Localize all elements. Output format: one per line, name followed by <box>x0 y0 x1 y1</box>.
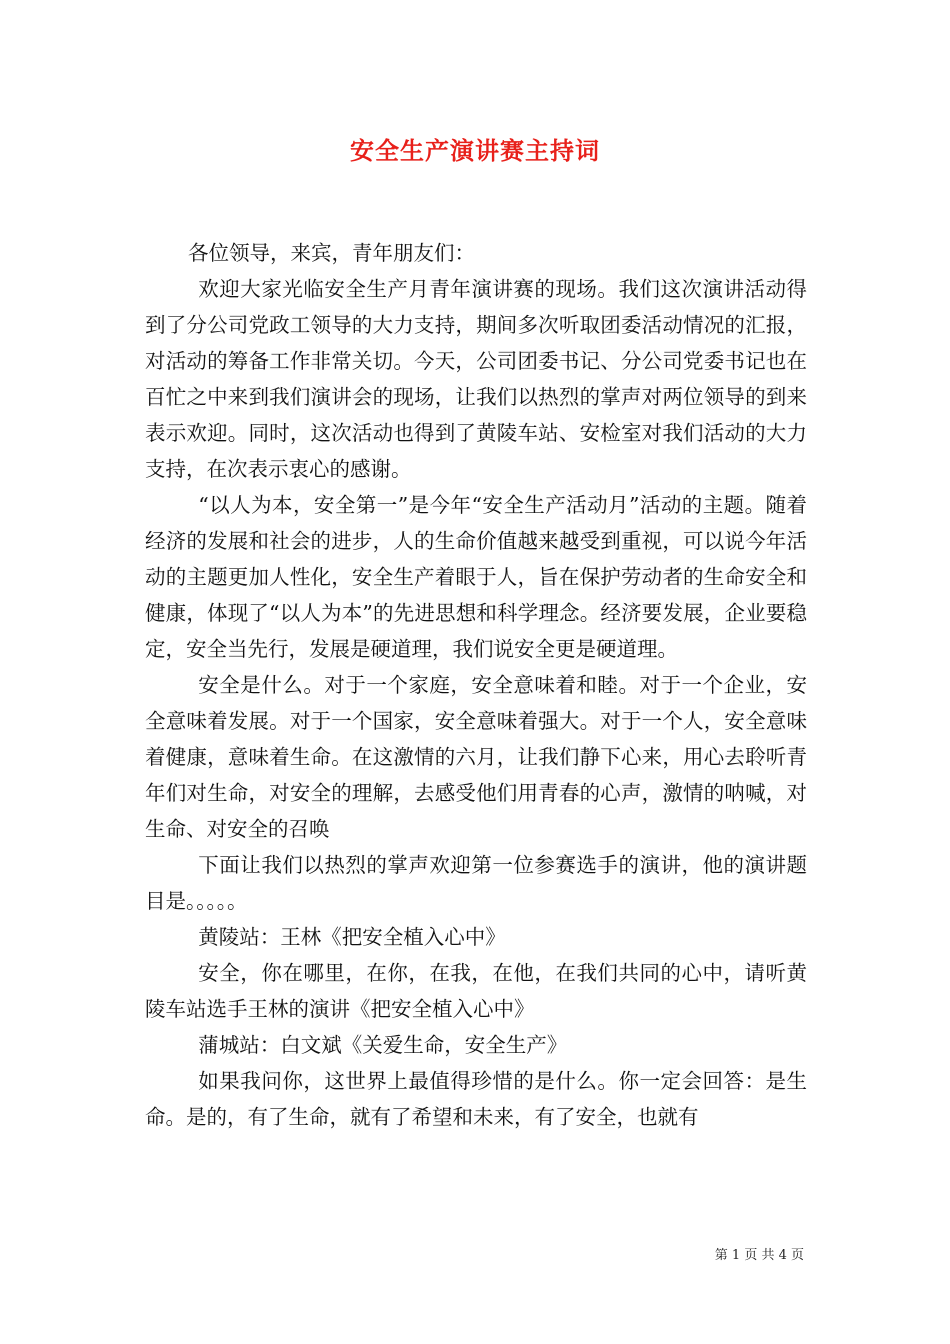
paragraph-what-is-safety: 安全是什么。对于一个家庭，安全意味着和睦。对于一个企业，安全意味着发展。对于一个国家，安全意味着强大。对于一个人，安全意味着健康，意味着生命。在这激情的六月，让我们静下心来，用心去聆听青年们对生命，对安全的理解，去感受他们用青春的心声，激情的呐喊，对生命、对安全的召唤 <box>145 673 807 841</box>
document-title: 安全生产演讲赛主持词 <box>350 136 600 165</box>
paragraph-speaker-2-intro: 如果我问你，这世界上最值得珍惜的是什么。你一定会回答：是生命。是的，有了生命，就有了希望和未来，有了安全，也就有 <box>145 1069 807 1129</box>
paragraph-speaker-1-intro: 安全，你在哪里，在你，在我，在他，在我们共同的心中，请听黄陵车站选手王林的演讲《把安全植入心中》 <box>145 961 807 1021</box>
paragraph-first-speaker-intro: 下面让我们以热烈的掌声欢迎第一位参赛选手的演讲，他的演讲题目是。。。。。 <box>145 853 807 913</box>
paragraph-greeting: 各位领导，来宾，青年朋友们： <box>188 241 476 265</box>
paragraph-speaker-1-heading: 黄陵站：王林《把安全植入心中》 <box>198 925 506 949</box>
page-number-footer: 第 1 页 共 4 页 <box>714 1248 804 1263</box>
paragraph-theme: “以人为本，安全第一”是今年“安全生产活动月”活动的主题。随着经济的发展和社会的进步，人的生命价值越来越受到重视，可以说今年活动的主题更加人性化，安全生产着眼于人，旨在保护劳动者的生命安全和健康，体现了“以人为本”的先进思想和科学理念。经济要发展，企业要稳定，安全当先行，发展是硬道理，我们说安全更是硬道理。 <box>145 493 807 661</box>
paragraph-welcome: 欢迎大家光临安全生产月青年演讲赛的现场。我们这次演讲活动得到了分公司党政工领导的大力支持，期间多次听取团委活动情况的汇报，对活动的筹备工作非常关切。今天，公司团委书记、分公司党委书记也在百忙之中来到我们演讲会的现场，让我们以热烈的掌声对两位领导的到来表示欢迎。同时，这次活动也得到了黄陵车站、安检室对我们活动的大力支持，在次表示衷心的感谢。 <box>145 277 807 481</box>
paragraph-speaker-2-heading: 蒲城站：白文斌《关爱生命，安全生产》 <box>198 1033 568 1057</box>
document-body <box>145 235 807 1135</box>
